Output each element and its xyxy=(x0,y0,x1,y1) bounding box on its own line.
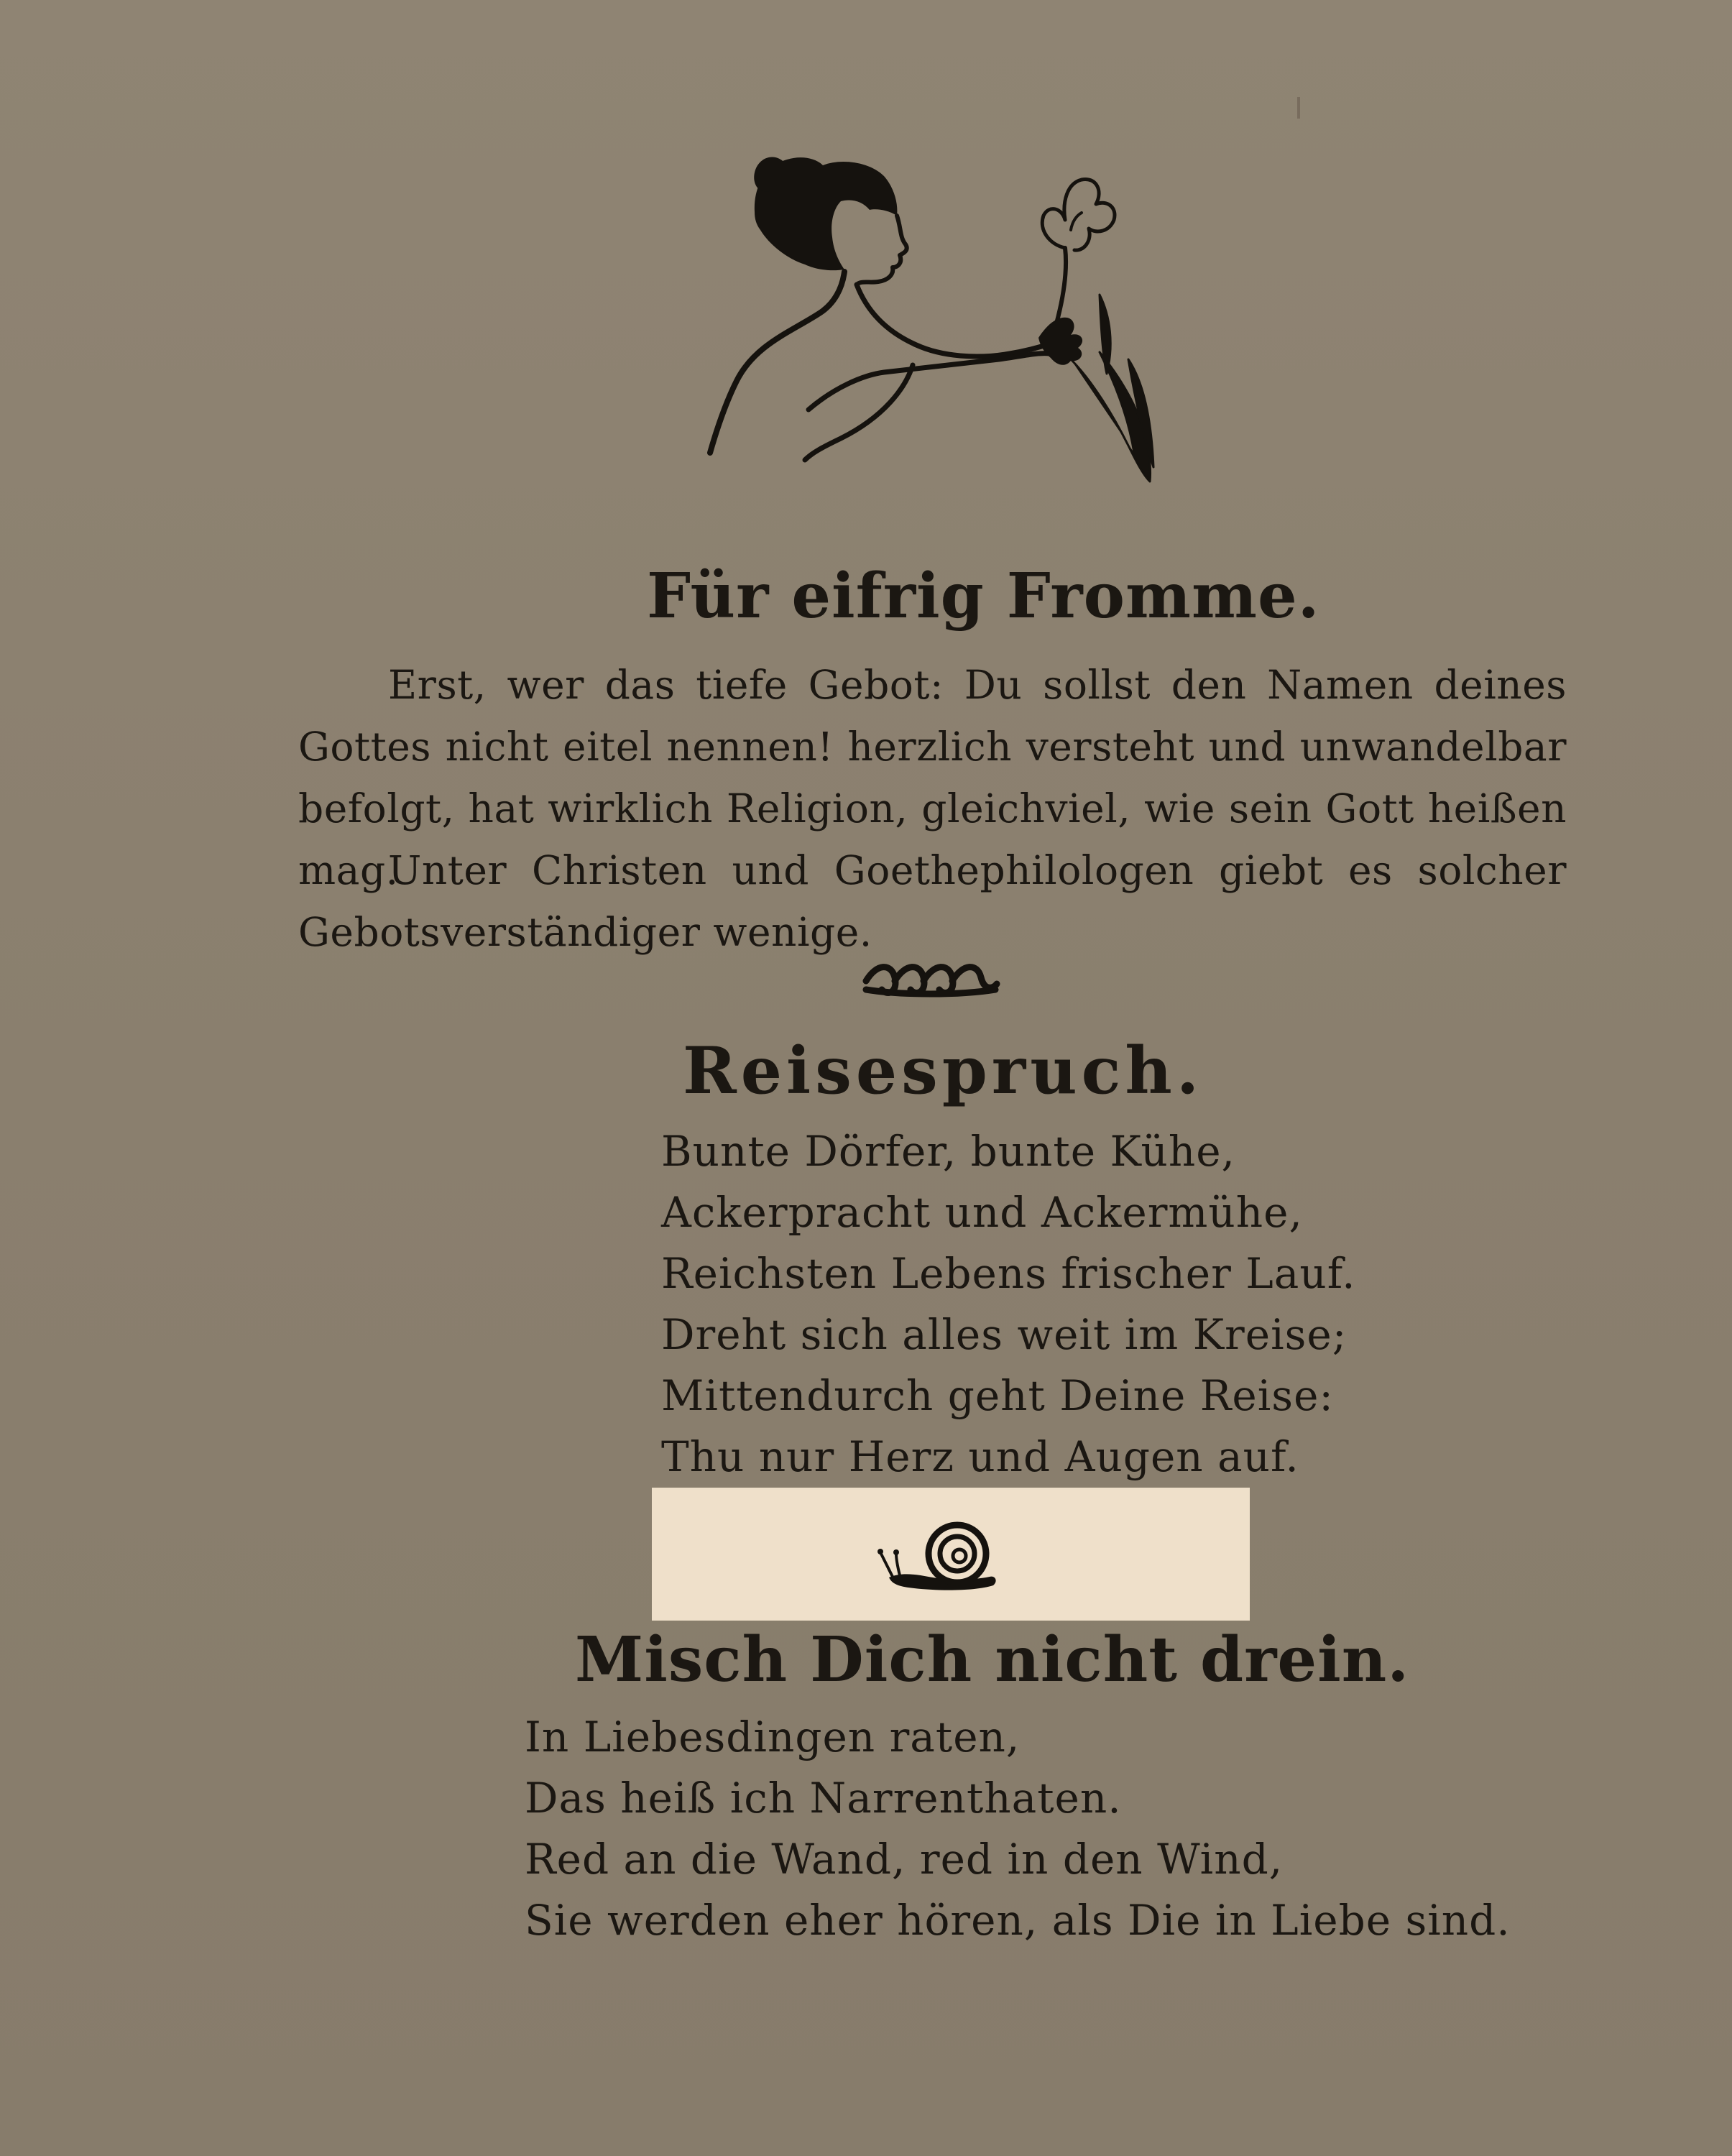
poem-line: Thu nur Herz und Augen auf. xyxy=(661,1432,1299,1481)
snail-icon xyxy=(875,1516,1004,1595)
paragraph-text: Erst, wer das tiefe Gebot: Du sollst den Namen deines Gottes nicht eitel nennen! herzlich versteht und unwandelbar befolgt, hat wirklich Religion, gleichviel, wie sein Gott heißen mag. xyxy=(298,662,1567,893)
poem-line: Sie werden eher hören, als Die in Liebe sind. xyxy=(525,1896,1511,1945)
poem-line: Bunte Dörfer, bunte Kühe, xyxy=(661,1127,1235,1176)
poem-line: Ackerpracht und Ackermühe, xyxy=(661,1188,1303,1237)
poem-line: Das heiß ich Narrenthaten. xyxy=(525,1774,1122,1823)
poem-misch-dich-nicht-drein xyxy=(525,1707,1511,1951)
poem-line: Dreht sich alles weit im Kreise; xyxy=(661,1310,1348,1359)
poem-reisespruch xyxy=(661,1121,1356,1488)
poem-line: In Liebesdingen raten, xyxy=(525,1713,1021,1761)
section-title-fuer-eifrig-fromme: Für eifrig Fromme. xyxy=(647,560,1320,632)
wave-ornament-icon xyxy=(859,952,1003,1010)
section-title-reisespruch: Reisespruch. xyxy=(683,1033,1204,1109)
poem-line: Mittendurch geht Deine Reise: xyxy=(661,1371,1334,1420)
section-title-misch-dich-nicht-drein: Misch Dich nicht drein. xyxy=(575,1623,1410,1696)
snail-ornament-panel xyxy=(652,1488,1250,1621)
poem-line: Reichsten Lebens frischer Lauf. xyxy=(661,1249,1356,1298)
woman-with-iris-drawing xyxy=(668,144,1207,517)
page-speck xyxy=(1297,97,1300,119)
section-paragraph xyxy=(298,839,1567,963)
paragraph-text: Unter Christen und Goethephilologen giebt es solcher Gebotsverständiger wenige. xyxy=(298,847,1567,955)
poem-line: Red an die Wand, red in den Wind, xyxy=(525,1835,1284,1884)
